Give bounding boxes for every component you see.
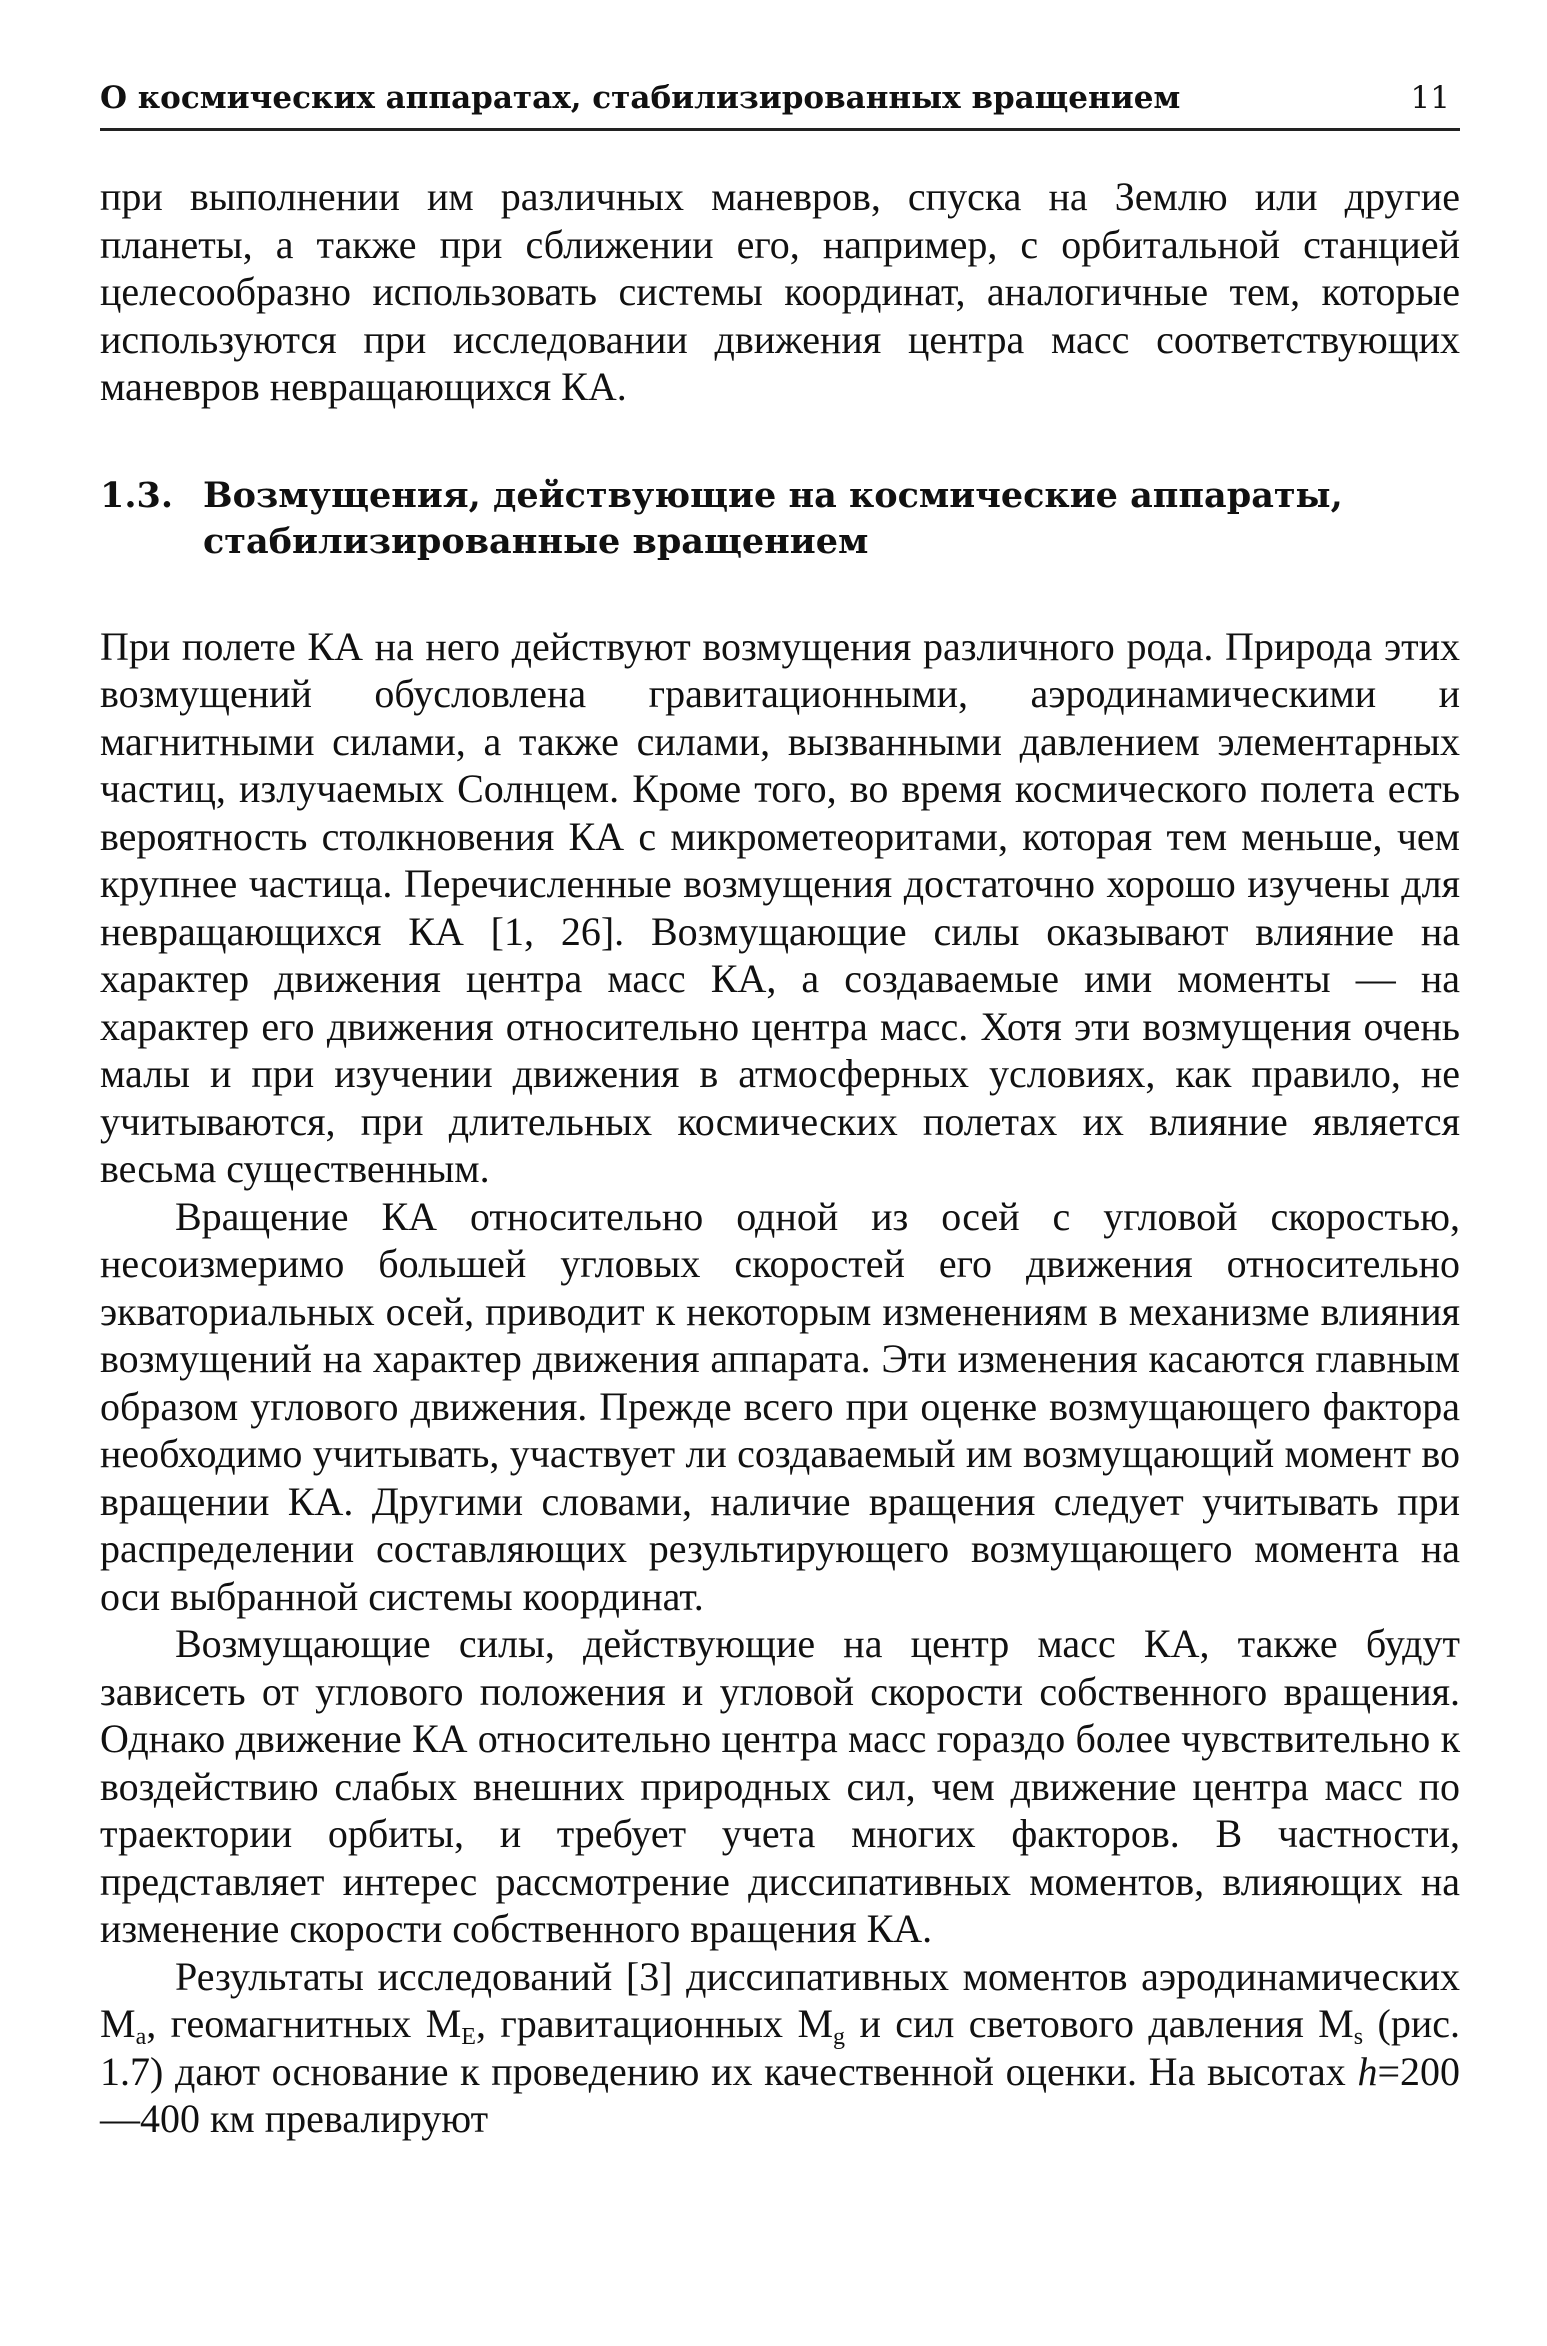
results-text-5: (рис. 1.7) дают основание к проведению их качественной оценки. На высотах <box>100 2001 1460 2094</box>
section-number: 1.3. <box>100 474 174 516</box>
paragraph-rotation: Вращение КА относительно одной из осей с угловой скоростью, несоизмеримо большей угловых скоростей его движения относительно экваториальных осей, приводит к некоторым изменениям в механизме влияния возмущений на характер движения аппарата. Эти изменения касаются главным образом углового движения. Прежде всего при оценке возмущающего фактора необходимо учитывать, участвует ли создаваемый им возмущающий момент во вращении КА. Другими словами, наличие вращения следует учитывать при распределении составляющих результирующего возмущающего момента на оси выбранной системы координат. <box>100 1193 1460 1619</box>
section-heading <box>100 473 1460 565</box>
running-header <box>100 80 1460 131</box>
results-text-2: , геомагнитных M <box>146 2001 462 2046</box>
header-title: О космических аппаратах, стабилизированных вращением <box>100 80 1181 116</box>
results-text-3: , гравитационных M <box>475 2001 834 2046</box>
results-text-4: и сил светового давления M <box>845 2001 1354 2046</box>
subscript-gravity: g <box>833 2024 846 2051</box>
section-title: Возмущения, действующие на космические аппараты, стабилизированные вращением <box>203 474 1343 562</box>
height-variable: h <box>1357 2048 1378 2094</box>
subscript-geomagnetic: E <box>461 2024 476 2051</box>
subscript-light: s <box>1353 2024 1364 2051</box>
paragraph-forces: Возмущающие силы, действующие на центр масс КА, также будут зависеть от углового положения и угловой скорости собственного вращения. Однако движение КА относительно центра масс гораздо более чувствительно к воздействию слабых внешних природных сил, чем движение центра масс по траектории орбиты, и требует учета многих факторов. В частности, представляет интерес рассмотрение диссипативных моментов, влияющих на изменение скорости собственного вращения КА. <box>100 1621 1460 1951</box>
page-number: 11 <box>1410 80 1450 116</box>
page <box>100 80 1460 2143</box>
paragraph-perturbations: При полете КА на него действуют возмущения различного рода. Природа этих возмущений обусловлена гравитационными, аэродинамическими и магнитными силами, а также силами, вызванными давлением элементарных частиц, излучаемых Солнцем. Кроме того, во время космического полета есть вероятность столкновения КА с микрометеоритами, которая тем меньше, чем крупнее частица. Перечисленные возмущения достаточно хорошо изучены для невращающихся КА [1, 26]. Возмущающие силы оказывают влияние на характер движения центра масс КА, а создаваемые ими моменты — на характер его движения относительно центра масс. Хотя эти возмущения очень малы и при изучении движения в атмосферных условиях, как правило, не учитываются, при длительных космических полетах их влияние является весьма существенным. <box>100 623 1460 1191</box>
paragraph-continued: при выполнении им различных маневров, спуска на Землю или другие планеты, а также при сближении его, например, с орбитальной станцией целесообразно использовать системы координат, аналогичные тем, которые используются при исследовании движения центра масс соответствующих маневров невращающихся КА. <box>100 174 1460 409</box>
results-text-6: =200—400 км превалируют <box>100 2048 1460 2141</box>
subscript-aero: a <box>135 2024 147 2051</box>
results-text-1: Результаты исследований [3] диссипативных моментов аэродинамических M <box>100 1953 1460 2046</box>
paragraph-results <box>100 1953 1460 2143</box>
